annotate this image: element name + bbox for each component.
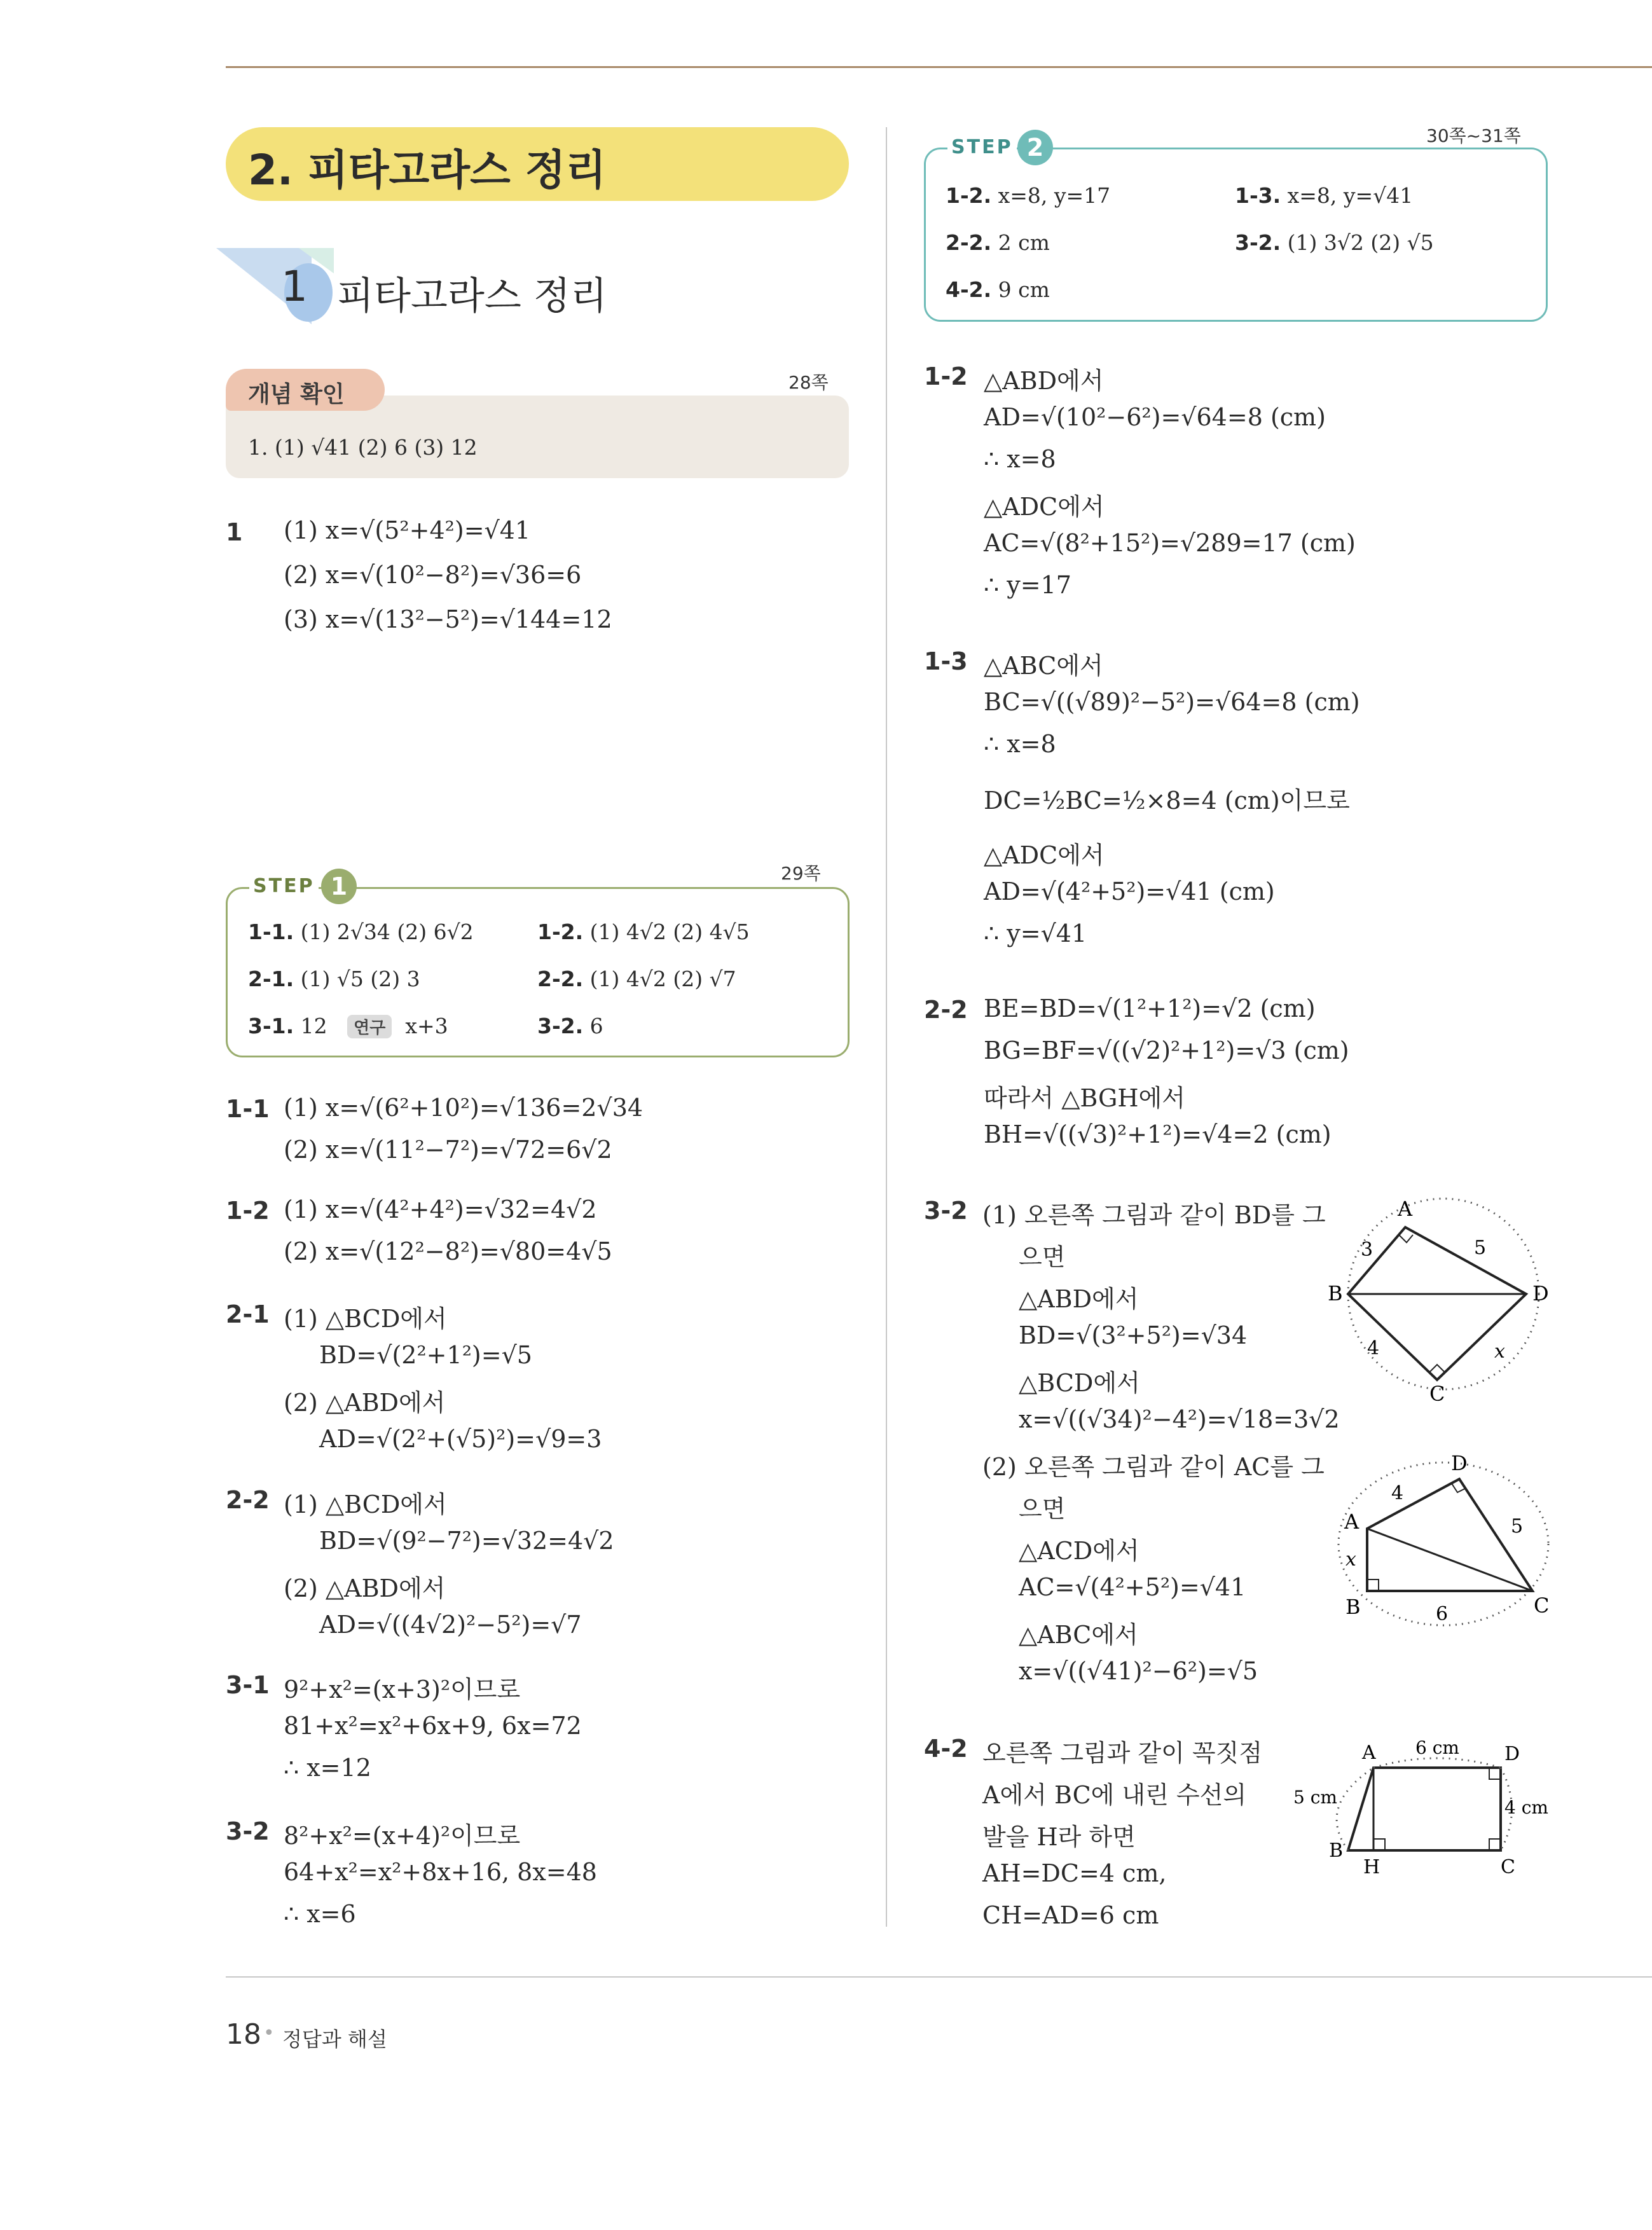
step2-answer: 1-2. x=8, y=17 <box>946 183 1111 208</box>
fig2-label-c: C <box>1534 1593 1550 1618</box>
solution-line: A에서 BC에 내린 수선의 <box>982 1781 1247 1809</box>
top-rule <box>226 66 1652 68</box>
fig3-label-d: D <box>1504 1743 1520 1765</box>
figure-quadrilateral-bd <box>1323 1195 1558 1412</box>
fig1-label-d: D <box>1532 1281 1549 1305</box>
step1-page: 29쪽 <box>781 863 821 884</box>
solution-line: AC=√(8²+15²)=√289=17 (cm) <box>984 529 1356 557</box>
figure-trapezoid <box>1284 1730 1564 1882</box>
fig3-label-c: C <box>1501 1856 1515 1878</box>
fig3-label-b: B <box>1329 1840 1344 1862</box>
solution-line: (3) x=√(13²−5²)=√144=12 <box>284 605 612 633</box>
solution-line: (1) x=√(6²+10²)=√136=2√34 <box>284 1094 644 1122</box>
fig3-label-a: A <box>1362 1742 1376 1764</box>
solution-line: △ACD에서 <box>1019 1537 1139 1565</box>
section-number: 1 <box>281 262 308 311</box>
solution-line: 으면 <box>1019 1495 1066 1523</box>
solution-number: 3-2 <box>924 1197 968 1225</box>
step1-answer: 3-1. 12 연구 x+3 <box>248 1014 448 1038</box>
fig3-label-h: H <box>1363 1856 1380 1878</box>
step2-page: 30쪽~31쪽 <box>1426 125 1521 146</box>
fig2-side-bc: 6 <box>1436 1603 1449 1625</box>
solution-line: △ABC에서 <box>984 652 1103 680</box>
solution-line: 64+x²=x²+8x+16, 8x=48 <box>284 1858 597 1886</box>
solution-line: BD=√(3²+5²)=√34 <box>1019 1321 1248 1349</box>
solution-line: AH=DC=4 cm, <box>982 1859 1167 1887</box>
solution-line: CH=AD=6 cm <box>982 1901 1159 1929</box>
solution-line: ∴ x=8 <box>984 730 1056 758</box>
solution-number: 2-2 <box>924 996 968 1024</box>
solution-number: 3-1 <box>226 1671 270 1699</box>
solution-line: (2) x=√(11²−7²)=√72=6√2 <box>284 1136 612 1164</box>
step2-answer: 3-2. (1) 3√2 (2) √5 <box>1235 230 1434 255</box>
solution-number: 1-1 <box>226 1095 270 1123</box>
solution-line: DC=½BC=½×8=4 (cm)이므로 <box>984 787 1350 815</box>
solution-line: x=√((√34)²−4²)=√18=3√2 <box>1019 1405 1340 1433</box>
solution-line: 으면 <box>1019 1243 1066 1271</box>
fig2-label-d: D <box>1451 1451 1468 1475</box>
solution-line: (2) △ABD에서 <box>284 1389 446 1417</box>
solution-line: (2) x=√(10²−8²)=√36=6 <box>284 561 582 589</box>
footer-bullet: • <box>263 2022 275 2044</box>
solution-line: BD=√(9²−7²)=√32=4√2 <box>319 1527 614 1555</box>
concept-answers: 1. (1) √41 (2) 6 (3) 12 <box>248 435 478 460</box>
figure-quadrilateral-ac <box>1323 1450 1558 1641</box>
step2-circle: 2 <box>1017 130 1053 165</box>
solution-line: BC=√((√89)²−5²)=√64=8 (cm) <box>984 688 1360 716</box>
step1-label: STEP <box>249 875 319 897</box>
solution-line: AD=√(2²+(√5)²)=√9=3 <box>319 1425 602 1453</box>
solution-line: (1) △BCD에서 <box>284 1305 447 1333</box>
solution-number: 3-2 <box>226 1817 270 1845</box>
fig2-label-b: B <box>1346 1595 1361 1619</box>
step2-answer: 2-2. 2 cm <box>946 230 1050 255</box>
solution-line: BH=√((√3)²+1²)=√4=2 (cm) <box>984 1120 1332 1148</box>
solution-line: 9²+x²=(x+3)²이므로 <box>284 1676 521 1703</box>
footer-rule <box>226 1976 1652 1978</box>
solution-line: (1) x=√(4²+4²)=√32=4√2 <box>284 1195 597 1223</box>
step1-answer: 1-1. (1) 2√34 (2) 6√2 <box>248 919 474 944</box>
solution-line: x=√((√41)²−6²)=√5 <box>1019 1657 1258 1685</box>
fig3-side-ab: 5 cm <box>1293 1787 1337 1808</box>
solution-number: 1-2 <box>226 1197 270 1225</box>
solution-line: BE=BD=√(1²+1²)=√2 (cm) <box>984 995 1316 1022</box>
fig1-side-ab: 3 <box>1361 1239 1373 1261</box>
solution-line: 발을 H라 하면 <box>982 1823 1136 1851</box>
footer-text: 정답과 해설 <box>282 2027 387 2051</box>
solution-number: 1-2 <box>924 362 968 390</box>
solution-line: (2) x=√(12²−8²)=√80=4√5 <box>284 1237 612 1265</box>
fig1-label-c: C <box>1429 1382 1445 1406</box>
research-badge: 연구 <box>347 1015 392 1038</box>
concept-tag: 개념 확인 <box>248 382 345 408</box>
solution-line: 오른쪽 그림과 같이 꼭짓점 <box>982 1739 1263 1767</box>
solution-line: (1) △BCD에서 <box>284 1490 447 1518</box>
fig2-label-a: A <box>1344 1510 1359 1534</box>
fig1-side-cd: x <box>1494 1340 1505 1363</box>
solution-line: AD=√(10²−6²)=√64=8 (cm) <box>984 403 1326 431</box>
solution-line: (2) 오른쪽 그림과 같이 AC를 그 <box>982 1453 1325 1481</box>
solution-line: 8²+x²=(x+4)²이므로 <box>284 1822 521 1850</box>
fig1-label-a: A <box>1398 1197 1413 1221</box>
step1-answer: 3-2. 6 <box>537 1014 603 1038</box>
concept-page: 28쪽 <box>788 372 829 393</box>
solution-number: 2-1 <box>226 1300 270 1328</box>
step2-label: STEP <box>947 136 1017 158</box>
fig3-side-ad: 6 cm <box>1415 1737 1459 1758</box>
solution-line: ∴ y=17 <box>984 571 1071 599</box>
solution-line: △ADC에서 <box>984 493 1105 521</box>
section-title: 피타고라스 정리 <box>337 274 607 319</box>
step2-answer: 1-3. x=8, y=√41 <box>1235 183 1414 208</box>
solution-line: AC=√(4²+5²)=√41 <box>1019 1573 1246 1601</box>
step1-answer: 2-2. (1) 4√2 (2) √7 <box>537 967 736 991</box>
solution-line: ∴ x=12 <box>284 1754 371 1782</box>
step1-circle: 1 <box>321 869 357 904</box>
column-divider <box>886 127 887 1927</box>
solution-number: 4-2 <box>924 1735 968 1763</box>
fig1-side-ad: 5 <box>1474 1237 1487 1259</box>
step1-answer: 1-2. (1) 4√2 (2) 4√5 <box>537 919 750 944</box>
fig2-side-ad: 4 <box>1391 1482 1404 1504</box>
solution-line: △ADC에서 <box>984 841 1105 869</box>
solution-line: AD=√((4√2)²−5²)=√7 <box>319 1611 582 1639</box>
solution-line: AD=√(4²+5²)=√41 (cm) <box>984 878 1275 905</box>
solution-line: △ABC에서 <box>1019 1621 1138 1649</box>
solution-line: 따라서 △BGH에서 <box>984 1084 1185 1112</box>
solution-line: (1) x=√(5²+4²)=√41 <box>284 516 531 544</box>
solution-line: △BCD에서 <box>1019 1369 1140 1397</box>
footer-page-number: 18 <box>226 2018 261 2051</box>
fig3-side-dc: 4 cm <box>1504 1797 1548 1818</box>
solution-line: △ABD에서 <box>984 367 1104 395</box>
chapter-title: 2. 피타고라스 정리 <box>248 146 607 195</box>
fig2-side-ab: x <box>1346 1548 1356 1571</box>
solution-line: ∴ y=√41 <box>984 919 1087 947</box>
step2-answer: 4-2. 9 cm <box>946 277 1050 302</box>
step1-answer: 2-1. (1) √5 (2) 3 <box>248 967 420 991</box>
solution-line: 81+x²=x²+6x+9, 6x=72 <box>284 1712 582 1740</box>
solution-number: 1 <box>226 518 243 546</box>
solution-line: △ABD에서 <box>1019 1285 1139 1313</box>
solution-line: ∴ x=8 <box>984 445 1056 473</box>
solution-number: 1-3 <box>924 647 968 675</box>
section-marker <box>216 248 337 324</box>
fig1-label-b: B <box>1328 1281 1343 1305</box>
fig2-side-dc: 5 <box>1511 1515 1524 1538</box>
solution-line: ∴ x=6 <box>284 1900 356 1928</box>
solution-number: 2-2 <box>226 1486 270 1514</box>
solution-line: (2) △ABD에서 <box>284 1574 446 1602</box>
solution-line: BD=√(2²+1²)=√5 <box>319 1341 532 1369</box>
solution-line: (1) 오른쪽 그림과 같이 BD를 그 <box>982 1201 1326 1229</box>
fig1-side-bc: 4 <box>1367 1337 1380 1359</box>
solution-line: BG=BF=√((√2)²+1²)=√3 (cm) <box>984 1036 1349 1064</box>
